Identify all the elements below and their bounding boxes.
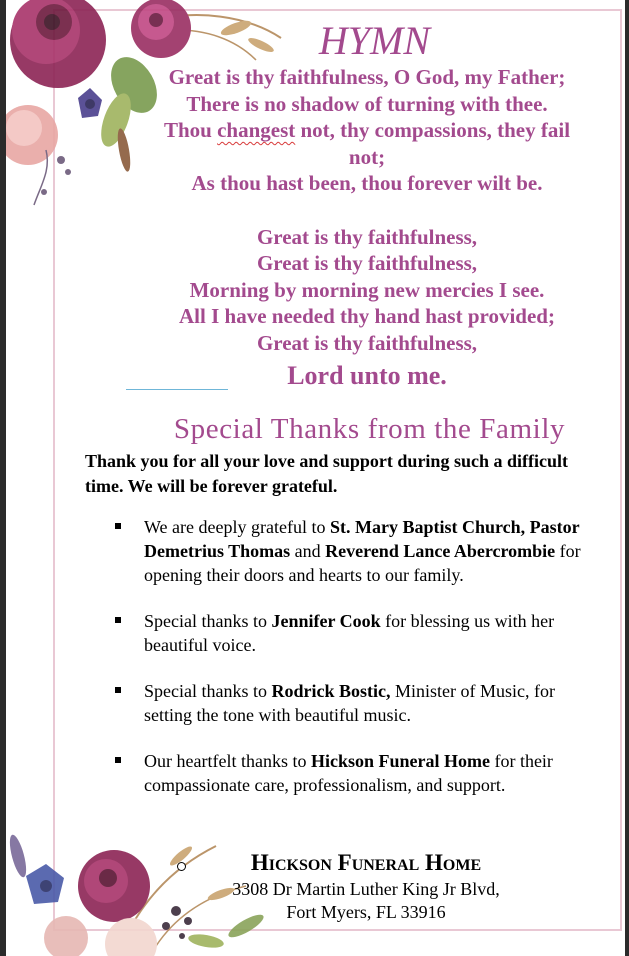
special-thanks-heading: Special Thanks from the Family [173,413,566,445]
singer-name: Jennifer Cook [271,611,381,631]
spellcheck-underlined-word: changest [217,118,296,143]
list-item [111,515,601,587]
hymn-line [116,117,618,144]
hymn-line: There is no shadow of turning with thee. [186,91,548,116]
reverend-name: Reverend Lance Abercrombie [325,541,556,561]
hymn-line-part: not, thy compassions, they fail [295,118,571,143]
horizontal-divider [126,389,228,390]
hymn-lyrics [116,64,618,395]
pastor-name: Pastor Demetrius Thomas [144,517,580,561]
item-text: for their compassionate care, professionalism, and support. [144,751,553,795]
list-item [111,749,601,797]
hymn-line: As thou hast been, thou forever wilt be. [191,171,543,196]
list-item [111,609,601,657]
funeral-home-name-inline: Hickson Funeral Home [310,751,490,771]
funeral-home-address-line1: 3308 Dr Martin Luther King Jr Blvd, [232,879,500,899]
hymn-title: HYMN [318,18,431,63]
funeral-home-name: Hickson Funeral Home [250,850,482,875]
item-text: for opening their doors and hearts to our family. [144,541,581,585]
hymn-chorus-line: Great is thy faithfulness, [256,330,478,355]
square-bullet-icon [115,617,121,623]
funeral-home-block [116,848,616,924]
funeral-home-address-line2: Fort Myers, FL 33916 [286,902,446,922]
stanza-break [116,197,618,224]
item-text: Special thanks to [144,611,272,631]
thanks-intro-text: Thank you for all your love and support during such a difficult time. We will be forever grateful. [85,451,568,496]
hymn-line-part: Thou [163,118,218,143]
minister-name: Rodrick Bostic, [271,681,391,701]
hymn-line: Great is thy faithfulness, O God, my Father; [168,65,566,89]
hymn-chorus-line: All I have needed thy hand hast provided; [179,304,555,329]
church-name: St. Mary Baptist Church, [329,517,526,537]
hymn-chorus-line: Great is thy faithfulness, [256,224,478,249]
hymn-final-line: Lord unto me. [287,360,447,390]
list-item [111,679,601,727]
hymn-chorus-line: Great is thy faithfulness, [256,251,478,276]
document-page [6,0,625,956]
item-text: and [290,541,326,561]
item-text: Our heartfelt thanks to [144,751,311,771]
item-text: We are deeply grateful to [144,517,330,537]
item-text: Special thanks to [144,681,272,701]
thanks-list [111,515,601,819]
square-bullet-icon [115,523,121,529]
hymn-line: not; [348,144,386,169]
item-text: Minister of Music, for setting the tone with beautiful music. [144,681,555,725]
square-bullet-icon [115,687,121,693]
hymn-chorus-line: Morning by morning new mercies I see. [189,277,545,302]
item-text: for blessing us with her beautiful voice. [144,611,555,655]
square-bullet-icon [115,757,121,763]
